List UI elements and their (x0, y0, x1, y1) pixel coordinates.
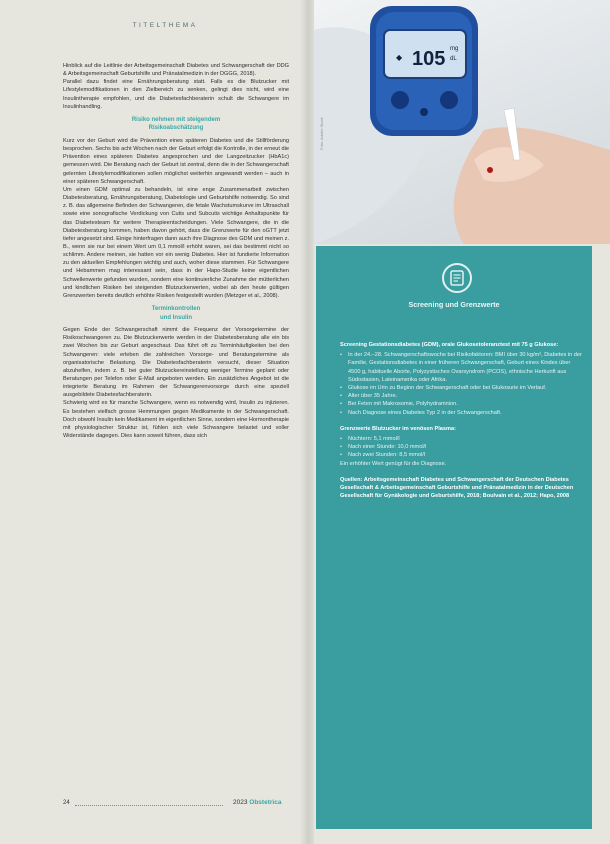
magazine-brand (233, 799, 281, 806)
limits-note: Ein erhöhter Wert genügt für die Diagnose. (340, 460, 447, 467)
meter-unit-top: mg (450, 46, 459, 52)
list-item: • Alter über 35 Jahre. (340, 392, 582, 400)
subheading-line: Terminkontrollen (151, 306, 201, 313)
subheading (63, 305, 289, 322)
subheading (63, 116, 289, 133)
drop-icon: ◆ (396, 53, 403, 62)
patient-hand (454, 127, 610, 244)
screening-list (340, 351, 582, 417)
subheading-line: Risiko nehmen mit steigendem (131, 116, 221, 123)
info-box-title: Screening und Grenzwerte (408, 300, 500, 309)
article-column (63, 62, 289, 440)
meter-button-right (440, 91, 458, 109)
photo-illustration (314, 0, 610, 244)
subheading-line: Risikoabschätzung (148, 125, 204, 132)
article-paragraph: Kurz vor der Geburt wird die Prävention eines späteren Diabetes und die Stillförderung besprochen. Sechs bis acht Wochen nach der Geburt erfolgt die Kontrolle, in der erneut die Prävention eines späteren Diabetes angesprochen und der Langzeitzucker (HbA1c) gemessen wird. Die Beratung nach der Geburt ist zentral, denn die in der Schwangerschaft gelernten Lifestylemodifikationen sollen möglichst weiterhin angewandt werden – auch in einer späteren Schwangerschaft. (63, 137, 289, 185)
glucose-meter-photo (314, 0, 610, 244)
article-paragraph: Hinblick auf die Leitlinie der Arbeitsgemeinschaft Diabetes und Schwangerschaft der DDG & Arbeitsgemeinschaft Geburtshilfe und Pränatalmedizin in der DGGG, 2018). (63, 63, 289, 78)
page-number: 24 (63, 800, 70, 806)
footer-divider (75, 805, 223, 806)
photo-credit: Foto: Adobe Stock (319, 117, 324, 150)
list-item: • Nüchtern: 5,1 mmol/l (340, 435, 582, 443)
screening-intro: Screening Gestationsdiabetes (GDM), orale Glukosetoleranztest mit 75 g Glukose: (340, 342, 559, 348)
list-item: • In der 24.–28. Schwangerschaftswoche bei Risikofaktoren: BMI über 30 kg/m², Diabetes in der Familie, Gestationsdiabetes in einer früheren Schwangerschaft, Geburt eines Kindes über 4500 g, habituelle Aborte, Polyzystisches Ovarsyndrom (PCOS), ethnische Herkunft aus Südostasien, Lateinamerika oder Afrika. (340, 351, 582, 384)
spine-shadow (300, 0, 314, 844)
list-item: • Glukose im Urin zu Beginn der Schwangerschaft oder bei Glukosurie im Verlauf. (340, 384, 582, 392)
document-icon-glyph (450, 270, 464, 286)
article-paragraph: Parallel dazu findet eine Ernährungsberatung statt. Falls es die Blutzucker mit Lifestylemodifikationen in den Zielbereich zu senken, gelingt dies nicht, wird eine Insulintherapie empfohlen, und die Diabetesfachberaterin schult die Schwangere im Insulinhandling. (63, 79, 289, 110)
list-item: • Nach einer Stunde: 10,0 mmol/l (340, 443, 582, 451)
article-paragraph: Schwierig wird es für manche Schwangere, wenn es notwendig wird, Insulin zu injizieren. Es bestehen vielfach grosse Hemmungen gegen Medikamente in der Schwangerschaft. Doch obwohl Insulin kein Medikament im eigentlichen Sinne, sondern eine Hormontherapie mit physiologischer Struktur ist, fühlen sich viele Schwangere belastet und voller Widerstände dagegen. Dies kann soweit führen, dass sich (63, 400, 289, 440)
meter-button-center (420, 108, 428, 116)
page-footer (63, 800, 301, 812)
brand-year: 2023 (233, 799, 248, 806)
sources-note: Quellen: Arbeitsgemeinschaft Diabetes und Schwangerschaft der Deutschen Diabetes Gesellschaft & Arbeitsgemeinschaft Geburtshilfe und Pränatalmedizin in der Deutschen Gesellschaft für Gynäkologie und Geburtshilfe, 2018; Boulvain et al., 2012; Hapo, 2008 (340, 476, 574, 500)
subheading-line: und Insulin (160, 314, 192, 321)
meter-unit-bottom: dL (450, 56, 457, 62)
meter-reading: 105 (412, 48, 446, 70)
article-paragraph: Um einen GDM optimal zu behandeln, ist eine enge Zusammenarbeit zwischen Diabetesberatung, Ernährungsberatung, Diabetologie und Geburtshilfe notwendig. So sind z. B. das allgemeine Befinden der Schwangeren, die fetale Wachstumskurve im Ultraschall sowie eine sonografische Verdickung von Cutis und Subcutis wichtige Anhaltspunkte für das Diabetesteam für weitere Therapieentscheidungen. Viele Schwangere, die in die Diabetesberatung kommen, haben davon gehört, dass die Grenzwerte für den oGTT jetzt tiefer angesetzt sind. Einige hinterfragen dann auch ihre Diagnose des GDM und meinen z. B., wenn sie nur bei einem Wert um 0,1 mmol/l erhöht waren, sei das bestimmt nicht so schlimm. Andere meinen, sie hatten vor ein wenig Diabetes. Hier ist fundierte Information zu den aktuellen Empfehlungen wichtig und auch, woher diese stammen. Für Schwangere und Hebammen mag interessant sein, dass in der Hapo-Studie keine eigentlichen Schwellenwerte gefunden wurden, sondern eine kontinuierliche Zunahme der mütterlichen und kindlichen Risiken bei steigenden Blutzuckerwerten, wobei ab den heute gültigen Grenzwerten bereits deutlich erhöhte Risiken festgestellt wurden (Metzger et al., 2008). (63, 186, 289, 299)
document-icon (442, 263, 472, 293)
limits-list (340, 435, 582, 460)
list-item: • Nach Diagnose eines Diabetes Typ 2 in der Schwangerschaft. (340, 409, 582, 417)
limits-title: Grenzwerte Blutzucker im venösen Plasma: (340, 425, 456, 432)
info-box (316, 246, 592, 829)
section-header: TITELTHEMA (132, 22, 198, 29)
article-paragraph: Gegen Ende der Schwangerschaft nimmt die Frequenz der Vorsorgetermine der Risikoschwangeren zu. Die Blutzuckerwerte werden in der Diabetesberatung alle ein bis zwei Wochen bis zur Geburt angeschaut. Das führt oft zu Terminhäufigkeiten bei den Schwangeren: viele erleben die zahlreichen Vorsorge- und Beratungstermine als organisatorische Belastung. Die Diabetesfachberaterin versucht, dieser Situation abzuhelfen, indem z. B. bei guter Blutzuckereinstellung weniger Termine geplant oder Beratungen per Telefon oder E-Mail angeboten werden. Ein zusätzliches Angebot ist die integrierte Beratung im Rahmen der Schwangerenvorsorge durch eine speziell ausgebildete Diabetesfachberaterin. (63, 327, 289, 399)
brand-name: Obstetrica (249, 799, 282, 806)
info-box-body (340, 341, 582, 500)
list-item: • Nach zwei Stunden: 8,5 mmol/l (340, 451, 582, 459)
blood-drop (487, 167, 493, 173)
list-item: • Bei Feten mit Makrosomie, Polyhydramnion. (340, 400, 582, 408)
meter-button-left (391, 91, 409, 109)
